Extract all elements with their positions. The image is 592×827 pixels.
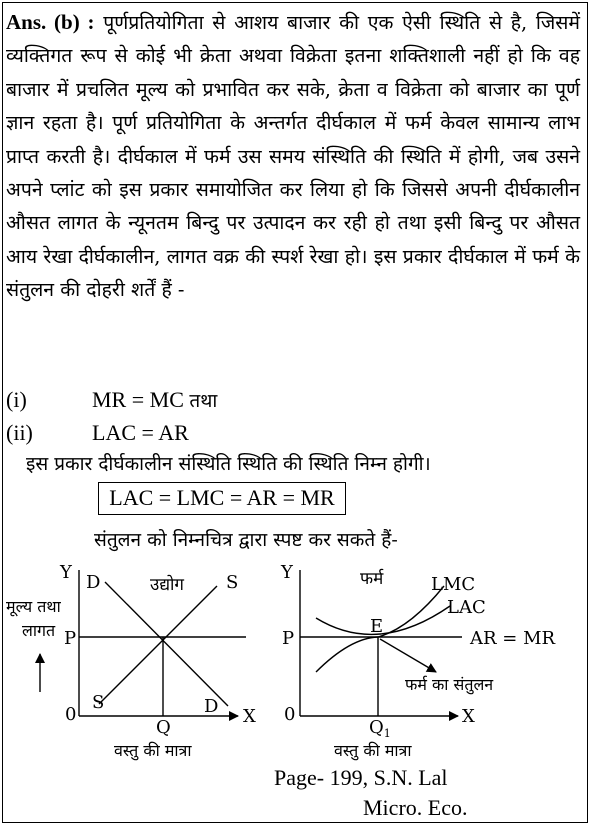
equilibrium-diagrams: [0, 556, 592, 766]
industry-y-label: Y: [60, 562, 72, 583]
industry-supply-top: S: [226, 572, 239, 593]
industry-demand-bottom: D: [204, 696, 219, 717]
condition-2-equation: [92, 420, 189, 446]
firm-equilibrium-caption: फर्म का संतुलन: [405, 675, 494, 694]
firm-price-label: P: [282, 628, 295, 649]
firm-equilibrium-arrow-icon: [380, 639, 436, 672]
firm-origin: 0: [284, 704, 296, 725]
firm-lac-label: LAC: [447, 597, 486, 618]
industry-demand-top: D: [86, 572, 101, 593]
industry-price-label: P: [64, 628, 77, 649]
firm-lmc-label: LMC: [431, 574, 476, 595]
firm-q-subscript: 1: [383, 727, 391, 740]
condition-2: [6, 420, 306, 450]
equilibrium-formula-box: [98, 482, 346, 515]
industry-title: उद्योग: [150, 575, 184, 595]
answer-text: पूर्णप्रतियोगिता से आशय बाजार की एक ऐसी स्थिति से है, जिसमें व्यक्तिगत रूप से कोई भी क्रेता अथवा विक्रेता इतना शक्तिशाली नहीं हो कि वह बाजार में प्रचलित मूल्य को प्रभावित कर सके, क्रेता व विक्रेता को बाजार का पूर्ण ज्ञान रहता है। पूर्ण प्रतियोगिता के अन्तर्गत दीर्घकाल में फर्म केवल सामान्य लाभ प्राप्त करती है। दीर्घकाल में फर्म उस समय संस्थिति की स्थिति में होगी, जब उसने अपने प्लांट को इस प्रकार समायोजित कर लिया हो कि जिससे अपनी दीर्घकालीन औसत लागत के न्यूनतम बिन्दु पर उत्पादन कर रही हो तथा इसी बिन्दु पर औसत आय रेखा दीर्घकालीन, लागत वक्र की स्पर्श रेखा हो। इस प्रकार दीर्घकाल में फर्म के संतुलन की दोहरी शर्तें हैं -: [6, 11, 580, 302]
diagram-intro: संतुलन को निम्नचित्र द्वारा स्पष्ट कर सकते हैं-: [94, 529, 398, 551]
firm-title: फर्म: [360, 569, 384, 589]
industry-supply-curve: [99, 586, 217, 704]
industry-y-caption-2: लागत: [22, 621, 56, 640]
firm-equilibrium-point: E: [370, 616, 384, 637]
firm-diagram: [280, 562, 556, 761]
condition-1: [6, 387, 306, 417]
answer-label: Ans. (b) :: [6, 10, 95, 34]
condition-1-equation: [92, 387, 217, 413]
industry-x-label: X: [243, 706, 256, 727]
condition-1-suffix: तथा: [189, 390, 218, 412]
citation-line-2: Micro. Eco.: [363, 795, 468, 820]
condition-2-eq: LAC = AR: [92, 420, 189, 445]
summary-line: इस प्रकार दीर्घकालीन संस्थिति स्थिति की स्थिति निम्न होगी।: [26, 453, 431, 475]
citation-line-1: Page- 199, S.N. Lal: [274, 765, 448, 790]
condition-2-number: (ii): [6, 420, 33, 445]
firm-x-caption: वस्तु की मात्रा: [334, 741, 412, 760]
industry-origin: 0: [65, 704, 77, 725]
firm-x-label: X: [462, 706, 475, 727]
firm-ar-mr-label: AR = MR: [470, 628, 556, 649]
industry-y-caption-1: मूल्य तथा: [6, 597, 61, 616]
industry-diagram: [6, 562, 256, 761]
firm-q-letter: Q: [369, 717, 384, 738]
answer-paragraph: [6, 6, 580, 307]
industry-q-label: Q: [156, 717, 171, 738]
firm-q-label: [369, 717, 391, 740]
industry-demand-curve: [105, 582, 228, 706]
condition-1-number: (i): [6, 387, 27, 412]
equilibrium-formula: LAC = LMC = AR = MR: [109, 485, 335, 510]
industry-x-caption: वस्तु की मात्रा: [114, 741, 192, 760]
industry-supply-bottom: S: [92, 692, 105, 713]
condition-1-eq: MR = MC: [92, 387, 184, 412]
firm-y-label: Y: [281, 562, 293, 583]
